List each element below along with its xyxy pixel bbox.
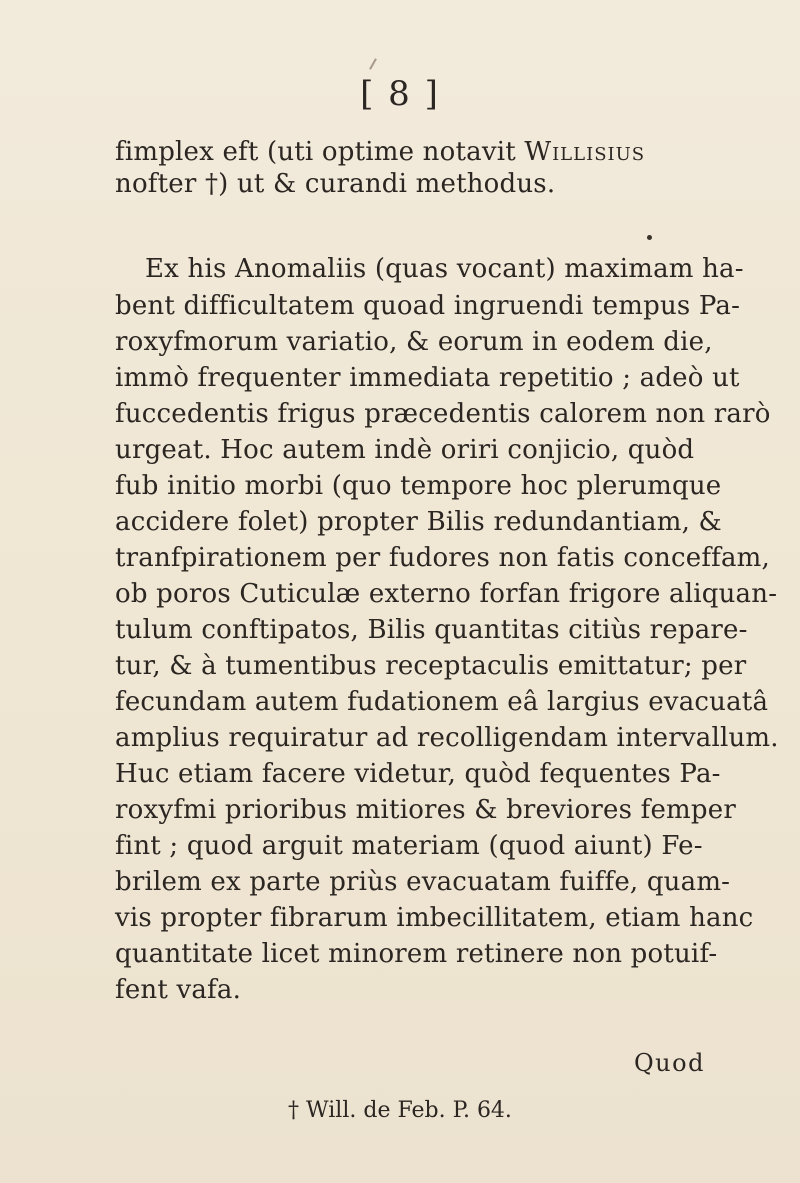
text-line: vis propter fibrarum imbecillitatem, etiam hanc: [115, 903, 754, 933]
author-name: Willisius: [524, 137, 646, 167]
footnote: † Will. de Feb. P. 64.: [288, 1098, 512, 1123]
text-line: nofter †) ut & curandi methodus.: [115, 169, 556, 199]
text-line: Huc etiam facere videtur, quòd fequentes Pa-: [115, 759, 721, 789]
paragraph-start-line: Ex his Anomaliis (quas vocant) maximam ha-: [145, 254, 744, 284]
ink-speck: [647, 235, 652, 240]
text-line: roxyfmorum variatio, & eorum in eodem die,: [115, 327, 713, 357]
text-line: accidere folet) propter Bilis redundantiam, &: [115, 507, 722, 537]
text-line: bent difficultatem quoad ingruendi tempus Pa-: [115, 291, 741, 321]
text-line: roxyfmi prioribus mitiores & breviores femper: [115, 795, 736, 825]
text-line: tranfpirationem per fudores non fatis conceffam,: [115, 543, 770, 573]
text-line: tulum conftipatos, Bilis quantitas citiùs repare-: [115, 615, 748, 645]
text-line: fuccedentis frigus præcedentis calorem non rarò: [115, 399, 771, 429]
text-line: ob poros Cuticulæ externo forfan frigore aliquan-: [115, 579, 778, 609]
text-line-body: fimplex eft (uti optime notavit: [115, 137, 525, 167]
text-line: immò frequenter immediata repetitio ; adeò ut: [115, 363, 740, 393]
text-line: quantitate licet minorem retinere non potuif-: [115, 939, 718, 969]
page-mark: [369, 58, 377, 69]
text-line: brilem ex parte priùs evacuatam fuiffe, quam-: [115, 867, 731, 897]
text-line: fint ; quod arguit materiam (quod aiunt) Fe-: [115, 831, 703, 861]
text-line: fent vafa.: [115, 975, 242, 1005]
text-line: fecundam autem fudationem eâ largius evacuatâ: [115, 687, 769, 717]
text-line: urgeat. Hoc autem indè oriri conjicio, quòd: [115, 435, 695, 465]
text-line: tur, & à tumentibus receptaculis emittatur; per: [115, 651, 747, 681]
text-line: [115, 135, 645, 169]
text-line: amplius requiratur ad recolligendam intervallum.: [115, 723, 779, 753]
page-number: [ 8 ]: [360, 74, 440, 114]
text-line: fub initio morbi (quo tempore hoc plerumque: [115, 471, 722, 501]
catchword: Quod: [634, 1049, 705, 1077]
